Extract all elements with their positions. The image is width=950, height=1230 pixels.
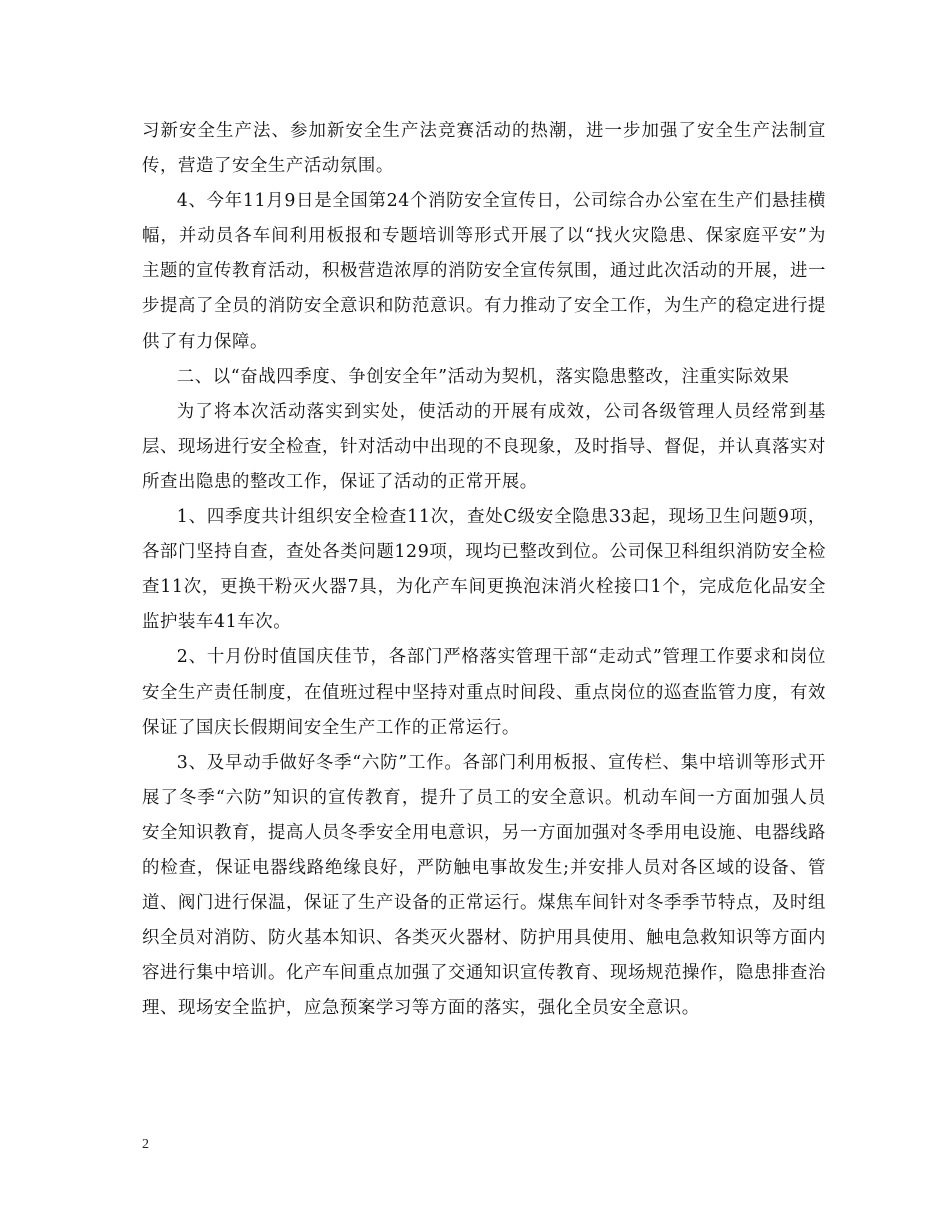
paragraph-1: 习新安全生产法、参加新安全生产法竞赛活动的热潮，进一步加强了安全生产法制宣传，营造了安全生产活动氛围。 — [142, 121, 826, 177]
paragraph-4: 1、四季度共计组织安全检查11次，查处C级安全隐患33起，现场卫生问题9项，各部门坚持自查，查处各类问题129项，现均已整改到位。公司保卫科组织消防安全检查11次，更换干粉灭火器7具，为化产车间更换泡沫消火栓接口1个，完成危化品安全监护装车41车次。 — [142, 507, 826, 633]
paragraph-2: 4、今年11月9日是全国第24个消防安全宣传日，公司综合办公室在生产们悬挂横幅，并动员各车间利用板报和专题培训等形式开展了以“找火灾隐患、保家庭平安”为主题的宣传教育活动，积极营造浓厚的消防安全宣传氛围，通过此次活动的开展，进一步提高了全员的消防安全意识和防范意识。有力推动了安全工作，为生产的稳定进行提供了有力保障。 — [142, 191, 826, 352]
document-body — [142, 114, 826, 1026]
section-heading: 二、以“奋战四季度、争创安全年”活动为契机，落实隐患整改，注重实际效果 — [176, 366, 790, 387]
paragraph-3: 为了将本次活动落实到实处，使活动的开展有成效，公司各级管理人员经常到基层、现场进行安全检查，针对活动中出现的不良现象，及时指导、督促，并认真落实对所查出隐患的整改工作，保证了活动的正常开展。 — [142, 401, 826, 492]
paragraph-6: 3、及早动手做好冬季“六防”工作。各部门利用板报、宣传栏、集中培训等形式开展了冬季“六防”知识的宣传教育，提升了员工的安全意识。机动车间一方面加强人员安全知识教育，提高人员冬季安全用电意识，另一方面加强对冬季用电设施、电器线路的检查，保证电器线路绝缘良好，严防触电事故发生;并安排人员对各区域的设备、管道、阀门进行保温，保证了生产设备的正常运行。煤焦车间针对冬季季节特点，及时组织全员对消防、防火基本知识、各类灭火器材、防护用具使用、触电急救知识等方面内容进行集中培训。化产车间重点加强了交通知识宣传教育、现场规范操作，隐患排查治理、现场安全监护，应急预案学习等方面的落实，强化全员安全意识。 — [142, 752, 826, 1019]
page-number: 2 — [142, 1137, 149, 1152]
paragraph-5: 2、十月份时值国庆佳节，各部门严格落实管理干部“走动式”管理工作要求和岗位安全生产责任制度，在值班过程中坚持对重点时间段、重点岗位的巡查监管力度，有效保证了国庆长假期间安全生产工作的正常运行。 — [142, 647, 826, 738]
